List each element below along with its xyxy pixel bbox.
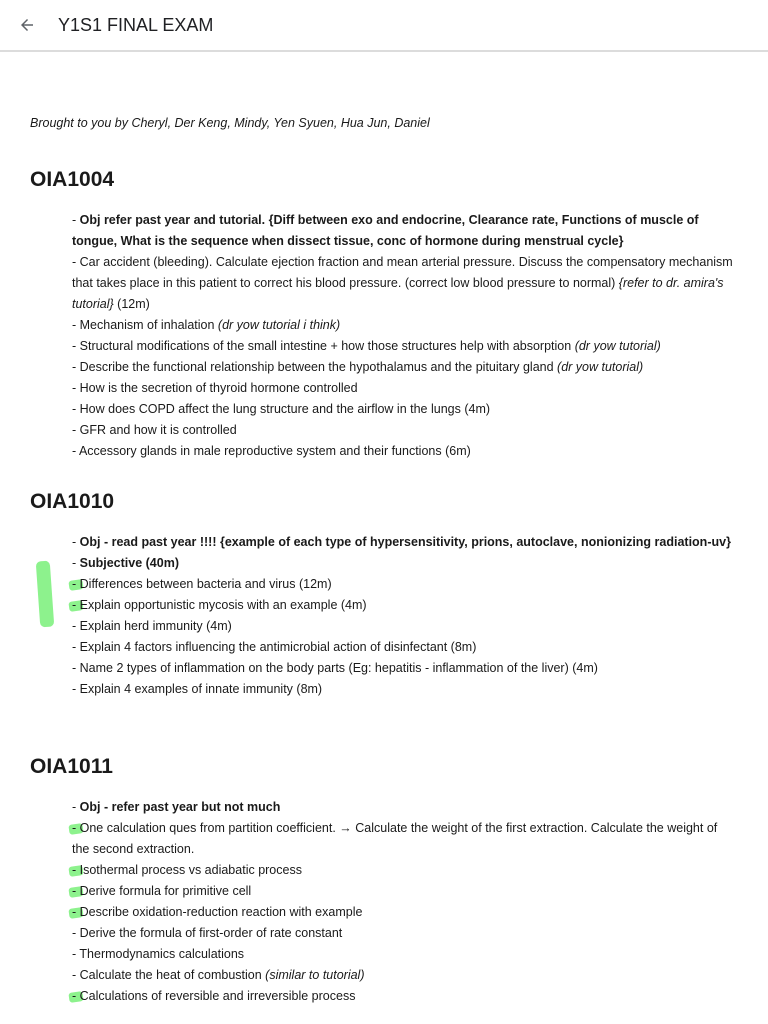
list-item-text: - How does COPD affect the lung structure and the airflow in the lungs (4m) bbox=[72, 402, 491, 416]
list-item-text: - Thermodynamics calculations bbox=[72, 947, 245, 961]
list-item-text: - Calculations of reversible and irreversible process bbox=[72, 989, 356, 1003]
list-item-text: - bbox=[72, 800, 80, 814]
list-item bbox=[72, 315, 738, 336]
list-item bbox=[72, 637, 738, 658]
list-item-text: - One calculation ques from partition coefficient. bbox=[72, 821, 340, 835]
list-item bbox=[72, 378, 738, 399]
list-item-text: {refer to dr. amira's tutorial} bbox=[72, 276, 724, 311]
list-item bbox=[72, 616, 738, 637]
list-item-text: (12m) bbox=[113, 297, 150, 311]
list-item-text: - Explain 4 factors influencing the antimicrobial action of disinfectant (8m) bbox=[72, 640, 477, 654]
list-item bbox=[72, 658, 738, 679]
list-item bbox=[72, 881, 738, 902]
list-item-text: - Derive the formula of first-order of rate constant bbox=[72, 926, 343, 940]
list-item bbox=[72, 923, 738, 944]
list-item-text: - Accessory glands in male reproductive system and their functions (6m) bbox=[72, 444, 471, 458]
list-item bbox=[72, 336, 738, 357]
list-item-text: Obj - refer past year but not much bbox=[79, 800, 281, 814]
list-item bbox=[72, 399, 738, 420]
question-list bbox=[30, 532, 738, 700]
list-item-text: (similar to tutorial) bbox=[265, 968, 365, 982]
list-item bbox=[72, 574, 738, 595]
list-item-text: (dr yow tutorial) bbox=[574, 339, 661, 353]
list-item-text: - Isothermal process vs adiabatic process bbox=[72, 863, 302, 877]
list-item-text: (dr yow tutorial) bbox=[557, 360, 644, 374]
list-item-text: - Mechanism of inhalation bbox=[72, 318, 218, 332]
list-item bbox=[72, 965, 738, 986]
list-item bbox=[72, 860, 738, 881]
credit-line: Brought to you by Cheryl, Der Keng, Mindy, Yen Syuen, Hua Jun, Daniel bbox=[30, 116, 430, 130]
section-oia1010 bbox=[30, 490, 738, 700]
list-item bbox=[72, 210, 738, 252]
list-item-text: Calculate the weight of the first extraction. Calculate the weight of the second extraction. bbox=[72, 821, 718, 856]
list-item-text: - Derive formula for primitive cell bbox=[72, 884, 252, 898]
list-item-text: (dr yow tutorial i think) bbox=[217, 318, 341, 332]
list-item bbox=[72, 595, 738, 616]
list-item bbox=[72, 797, 738, 818]
list-item bbox=[72, 357, 738, 378]
list-item-text: - bbox=[72, 535, 80, 549]
section-title: OIA1010 bbox=[30, 490, 115, 513]
list-item-text: - bbox=[72, 213, 80, 227]
section-oia1004 bbox=[30, 168, 738, 462]
list-item bbox=[72, 818, 738, 860]
list-item-text: - Differences between bacteria and virus (12m) bbox=[72, 577, 332, 591]
app-bar bbox=[0, 0, 768, 52]
question-list bbox=[30, 210, 738, 462]
list-item bbox=[72, 679, 738, 700]
list-item-text: - Car accident (bleeding). Calculate ejection fraction and mean arterial pressure. Discuss the compensatory mechanism that takes place in this patient to correct his blood pressure. (correct low blood pressure to normal) bbox=[72, 255, 733, 290]
arrow-left-icon bbox=[18, 16, 36, 34]
list-item-text: Subjective (40m) bbox=[79, 556, 179, 570]
list-item-text: Obj - read past year !!!! {example of each type of hypersensitivity, prions, autoclave, nonionizing radiation-uv} bbox=[79, 535, 731, 549]
list-item-text: - Structural modifications of the small intestine + how those structures help with absorption bbox=[72, 339, 575, 353]
list-item bbox=[72, 252, 738, 315]
list-item-text: - How is the secretion of thyroid hormone controlled bbox=[72, 381, 358, 395]
list-item-text: - Explain 4 examples of innate immunity (8m) bbox=[72, 682, 323, 696]
list-item-text: - GFR and how it is controlled bbox=[72, 423, 237, 437]
list-item bbox=[72, 420, 738, 441]
page-title: Y1S1 FINAL EXAM bbox=[58, 14, 214, 35]
list-item-text: - Explain opportunistic mycosis with an example (4m) bbox=[72, 598, 367, 612]
section-title: OIA1011 bbox=[30, 755, 113, 778]
list-item-text: - Calculate the heat of combustion bbox=[72, 968, 266, 982]
list-item-text: - Describe oxidation-reduction reaction with example bbox=[72, 905, 363, 919]
section-oia1011 bbox=[30, 755, 738, 1007]
list-item bbox=[72, 532, 738, 553]
list-item-text: - Describe the functional relationship between the hypothalamus and the pituitary gland bbox=[72, 360, 558, 374]
list-item-text: → bbox=[339, 821, 352, 835]
list-item-text: - bbox=[72, 556, 80, 570]
list-item-text: - Explain herd immunity (4m) bbox=[72, 619, 232, 633]
list-item-text: Obj refer past year and tutorial. {Diff between exo and endocrine, Clearance rate, Functions of muscle of tongue, What is the sequence when dissect tissue, conc of hormone during menstrual cycle} bbox=[72, 213, 699, 248]
back-button[interactable] bbox=[16, 14, 38, 36]
document-body bbox=[0, 114, 768, 1007]
question-list bbox=[30, 797, 738, 1007]
list-item bbox=[72, 441, 738, 462]
list-item bbox=[72, 902, 738, 923]
section-title: OIA1004 bbox=[30, 168, 115, 191]
list-item bbox=[72, 944, 738, 965]
list-item bbox=[72, 986, 738, 1007]
list-item-text: - Name 2 types of inflammation on the body parts (Eg: hepatitis - inflammation of the liver) (4m) bbox=[72, 661, 598, 675]
list-item bbox=[72, 553, 738, 574]
